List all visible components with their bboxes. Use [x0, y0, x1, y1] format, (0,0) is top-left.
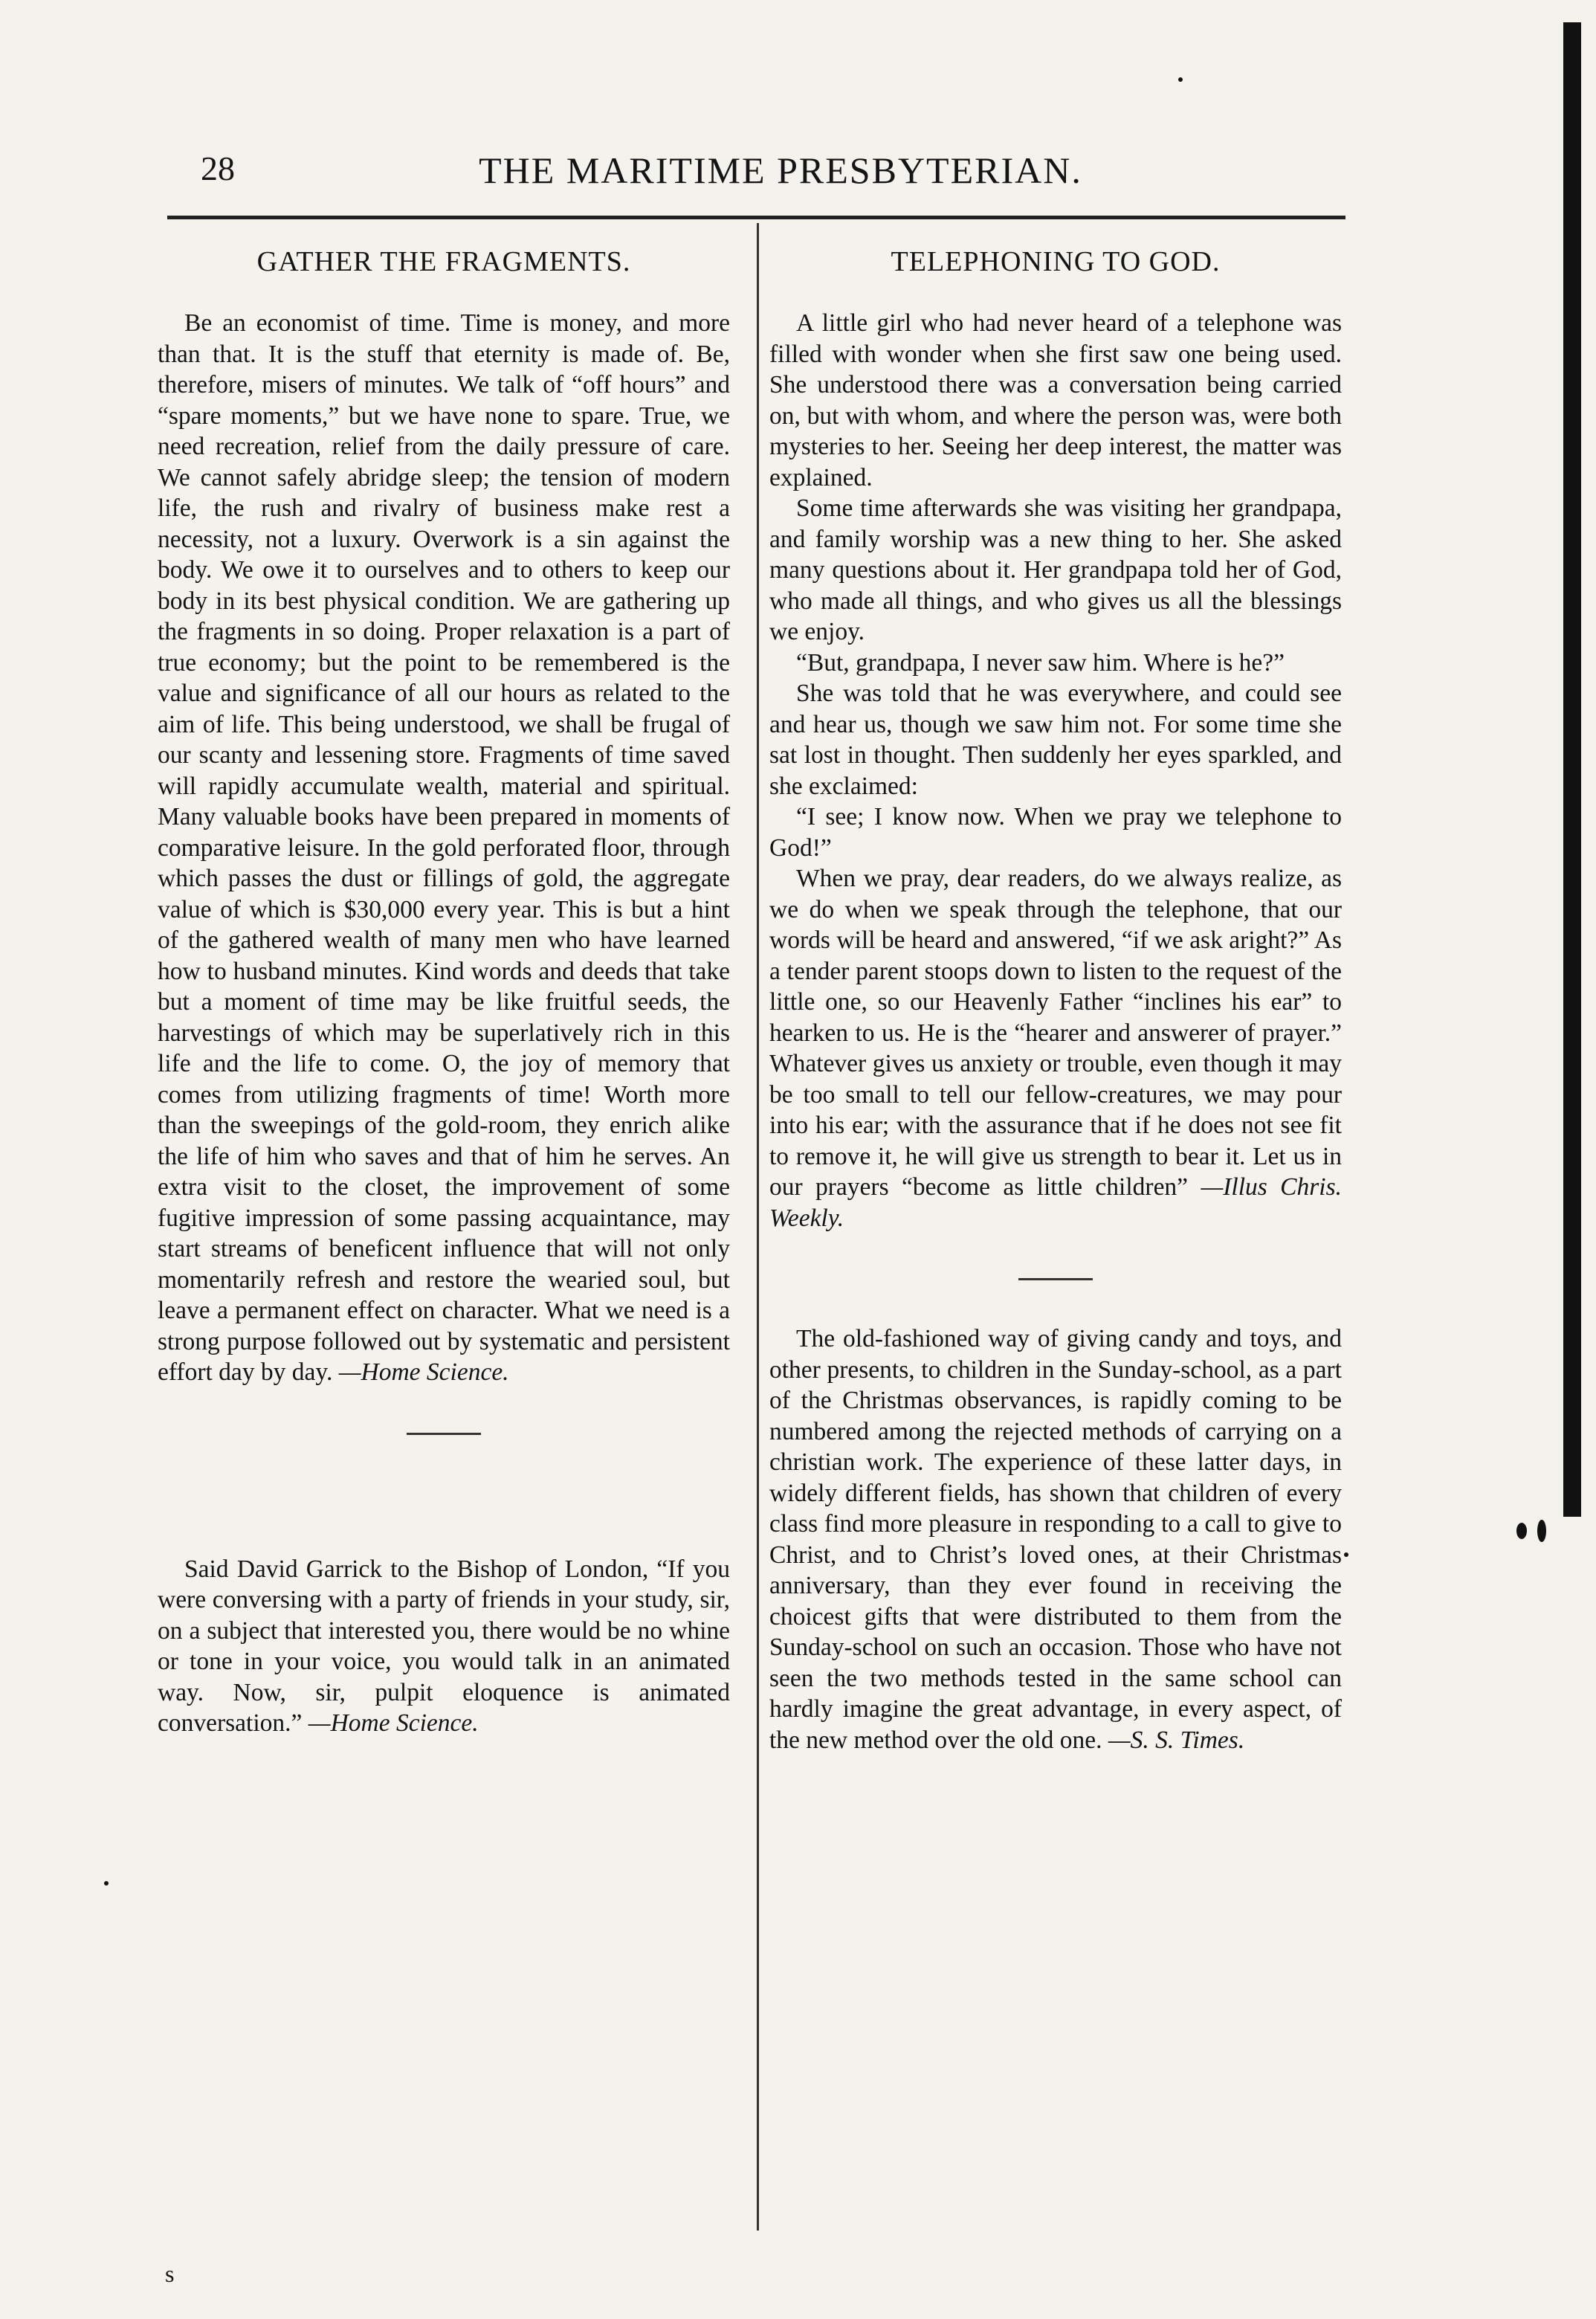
article-body	[769, 1323, 1342, 1755]
article-source: —S. S. Times.	[1108, 1726, 1245, 1754]
article-title-telephoning: TELEPHONING TO GOD.	[891, 246, 1221, 277]
paragraph: Some time afterwards she was visiting her grandpapa, and family worship was a new thing to her. She asked many questions about it. Her grandpapa told her of God, who made all things, and who gives us all the blessings we enjoy.	[769, 494, 1342, 645]
right-column	[769, 245, 1342, 1755]
paragraph: A little girl who had never heard of a telephone was filled with wonder when she first saw one being used. She understood there was a conversation being carried on, but with whom, and where the person was, were both mysteries to her. Seeing her deep interest, the matter was explained.	[769, 309, 1342, 491]
body-text: When we pray, dear readers, do we always realize, as we do when we speak through the telephone, that our words will be heard and answered, “if we ask aright?” As a tender parent stoops down to listen to the request of the little one, so our Heavenly Father “inclines his ear” to hearken to us. He is the “hearer and answerer of prayer.” Whatever gives us anxiety or trouble, even though it may be too small to tell our fellow-creatures, we may pour into his ear; with the assurance that if he does not see fit to remove it, he will give us strength to bear it. Let us in our prayers “become as little children”	[769, 865, 1342, 1201]
scan-speck	[1537, 1520, 1546, 1542]
article-body	[158, 1554, 730, 1739]
scan-speck	[104, 1881, 109, 1886]
column-rule	[757, 223, 759, 2231]
body-text: Be an economist of time. Time is money, and more than that. It is the stuff that eternity is made of. Be, therefore, misers of minutes. We talk of “off hours” and “spare moments,” but we have none to spare. True, we need recreation, relief from the daily pressure of care. We cannot safely abridge sleep; the tension of modern life, the rush and rivalry of business make rest a necessity, not a luxury. Overwork is a sin against the body. We owe it to ourselves and to others to keep our body in its best physical condition. We are gathering up the fragments in so doing. Proper relaxation is a part of true economy; but the point to be remembered is the value and significance of all our hours as related to the aim of life. This being understood, we shall be frugal of our scanty and lessening store. Fragments of time saved will rapidly accumulate wealth, material and spiritual. Many valuable books have been prepared in moments of comparative leisure. In the gold perforated floor, through which passes the dust or fillings of gold, the aggregate value of which is $30,000 every year. This is but a hint of the gathered wealth of many men who have learned how to husband minutes. Kind words and deeds that take but a moment of time may be like fruitful seeds, the harvestings of which may be superlatively rich in this life and the life to come. O, the joy of memory that comes from utilizing fragments of time! Worth more than the sweepings of the gold-room, they enrich alike the life of him who saves and that of him he serves. An extra visit to the closet, the improvement of some fugitive impression of some passing acquaintance, may start streams of beneficent influence that will not only momentarily refresh and restore the wearied soul, but leave a permanent effect on character. What we need is a strong purpose followed out by systematic and persistent effort day by day.	[158, 309, 730, 1386]
scan-speck	[1178, 77, 1183, 82]
body-text: Said David Garrick to the Bishop of London, “If you were conversing with a party of friends in your study, sir, on a subject that interested you, there would be no whine or tone in your voice, you would talk in an animated way. Now, sir, pulpit eloquence is animated conversation.”	[158, 1555, 730, 1737]
article-body	[158, 308, 730, 1388]
article-title-gather-fragments: GATHER THE FRAGMENTS.	[256, 246, 631, 277]
scan-edge-bar	[1563, 22, 1581, 1517]
margin-mark: s	[165, 2260, 175, 2287]
scan-speck	[1516, 1523, 1527, 1539]
left-column	[158, 245, 730, 1739]
article-source: —Home Science.	[338, 1358, 509, 1386]
journal-title: THE MARITIME PRESBYTERIAN.	[479, 149, 1082, 191]
paragraph: “I see; I know now. When we pray we telephone to God!”	[769, 803, 1342, 862]
paragraph: She was told that he was everywhere, and could see and hear us, though we saw him not. For some time she sat lost in thought. Then suddenly her eyes sparkled, and she exclaimed:	[769, 680, 1342, 800]
article-source: —Home Science.	[308, 1709, 479, 1737]
page-header	[201, 149, 1360, 201]
paragraph: “But, grandpapa, I never saw him. Where is he?”	[796, 648, 1285, 677]
body-text: The old-fashioned way of giving candy and toys, and other presents, to children in the Sunday-school, as a part of the Christmas observances, is rapidly coming to be numbered among the rejected methods of carrying on a christian work. The experience of these latter days, in widely different fields, has shown that children of every class find more pleasure in responding to a call to give to Christ, and to Christ’s loved ones, at their Christmas anniversary, than they ever found in receiving the choicest gifts that were distributed to them from the Sunday-school on such an occasion. Those who have not seen the two methods tested in the same school can hardly imagine the great advantage, in every aspect, of the new method over the old one.	[769, 1325, 1342, 1754]
header-rule	[167, 216, 1345, 219]
scan-speck	[1344, 1552, 1348, 1557]
section-divider	[1018, 1278, 1093, 1280]
paragraph	[769, 863, 1342, 1233]
section-divider	[407, 1433, 481, 1435]
article-source: —Illus Chris. Weekly.	[769, 1173, 1343, 1232]
page-number: 28	[201, 149, 235, 187]
